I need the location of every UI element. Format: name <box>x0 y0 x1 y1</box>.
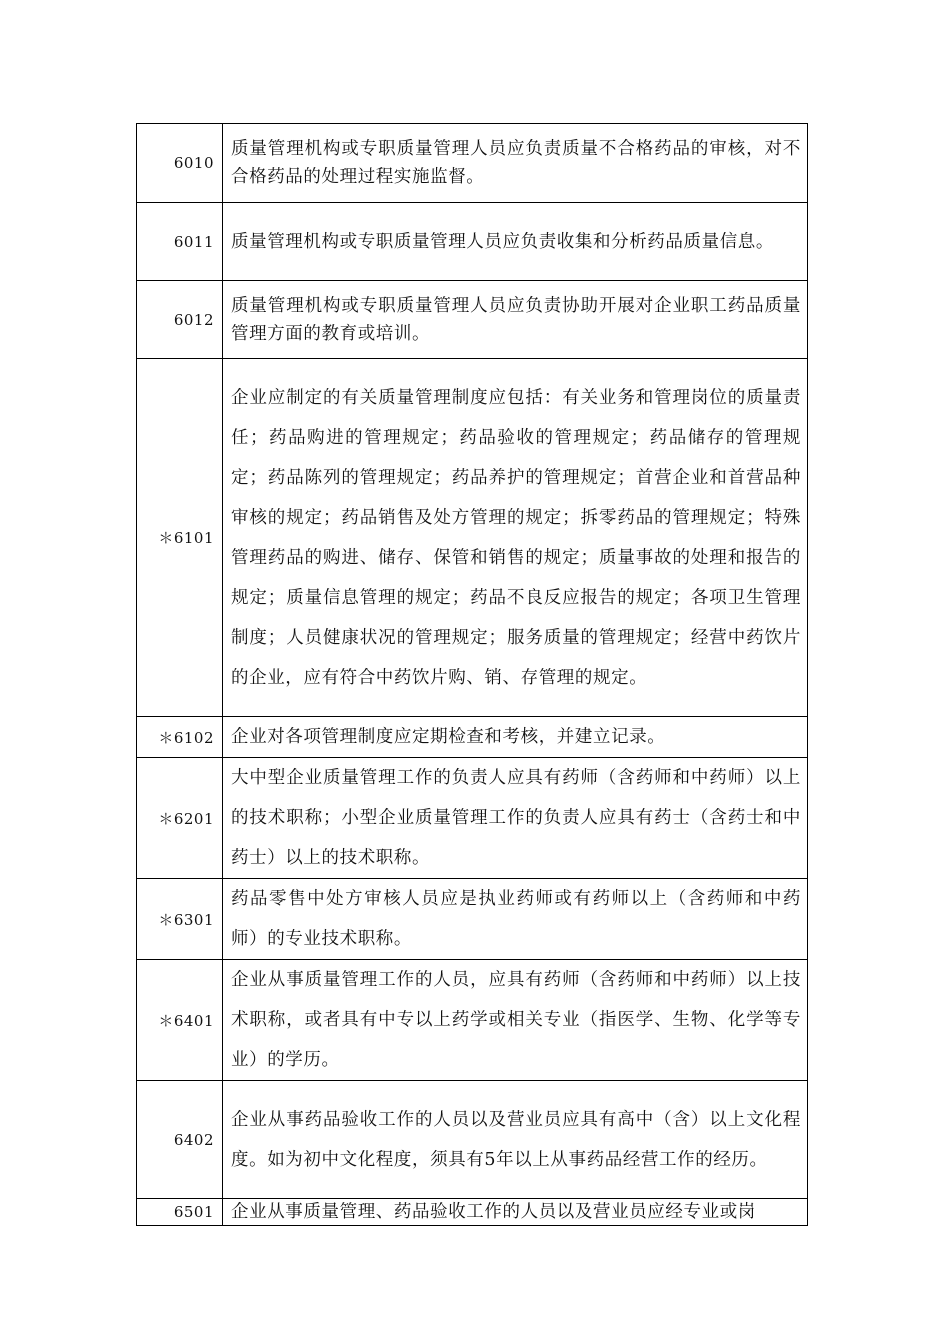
table-row <box>137 124 808 203</box>
item-code: 6011 <box>137 203 223 281</box>
table-row <box>137 1199 808 1226</box>
table-row <box>137 281 808 359</box>
table-row <box>137 758 808 879</box>
item-code: ＊6301 <box>137 879 223 960</box>
table-row <box>137 1081 808 1199</box>
inspection-items-table <box>136 123 808 1226</box>
item-code: ＊6401 <box>137 960 223 1081</box>
table-row <box>137 203 808 281</box>
item-requirement: 质量管理机构或专职质量管理人员应负责质量不合格药品的审核，对不合格药品的处理过程实施监督。 <box>223 124 808 203</box>
item-code: 6012 <box>137 281 223 359</box>
item-requirement: 企业对各项管理制度应定期检查和考核，并建立记录。 <box>223 717 808 758</box>
table-row <box>137 960 808 1081</box>
item-code: 6010 <box>137 124 223 203</box>
item-code: 6501 <box>137 1199 223 1226</box>
item-requirement: 企业应制定的有关质量管理制度应包括：有关业务和管理岗位的质量责任；药品购进的管理规定；药品验收的管理规定；药品储存的管理规定；药品陈列的管理规定；药品养护的管理规定；首营企业和首营品种审核的规定；药品销售及处方管理的规定；拆零药品的管理规定；特殊管理药品的购进、储存、保管和销售的规定；质量事故的处理和报告的规定；质量信息管理的规定；药品不良反应报告的规定；各项卫生管理制度；人员健康状况的管理规定；服务质量的管理规定；经营中药饮片的企业，应有符合中药饮片购、销、存管理的规定。 <box>223 359 808 717</box>
item-requirement: 企业从事质量管理、药品验收工作的人员以及营业员应经专业或岗 <box>223 1199 808 1226</box>
item-code: ＊6102 <box>137 717 223 758</box>
item-requirement: 企业从事质量管理工作的人员，应具有药师（含药师和中药师）以上技术职称，或者具有中专以上药学或相关专业（指医学、生物、化学等专业）的学历。 <box>223 960 808 1081</box>
table-row <box>137 359 808 717</box>
item-requirement: 大中型企业质量管理工作的负责人应具有药师（含药师和中药师）以上的技术职称；小型企业质量管理工作的负责人应具有药士（含药士和中药士）以上的技术职称。 <box>223 758 808 879</box>
item-requirement: 质量管理机构或专职质量管理人员应负责协助开展对企业职工药品质量管理方面的教育或培训。 <box>223 281 808 359</box>
item-requirement: 质量管理机构或专职质量管理人员应负责收集和分析药品质量信息。 <box>223 203 808 281</box>
table-row <box>137 717 808 758</box>
table-row <box>137 879 808 960</box>
item-requirement: 药品零售中处方审核人员应是执业药师或有药师以上（含药师和中药师）的专业技术职称。 <box>223 879 808 960</box>
item-code: 6402 <box>137 1081 223 1199</box>
item-code: ＊6101 <box>137 359 223 717</box>
item-code: ＊6201 <box>137 758 223 879</box>
item-requirement: 企业从事药品验收工作的人员以及营业员应具有高中（含）以上文化程度。如为初中文化程度，须具有5年以上从事药品经营工作的经历。 <box>223 1081 808 1199</box>
